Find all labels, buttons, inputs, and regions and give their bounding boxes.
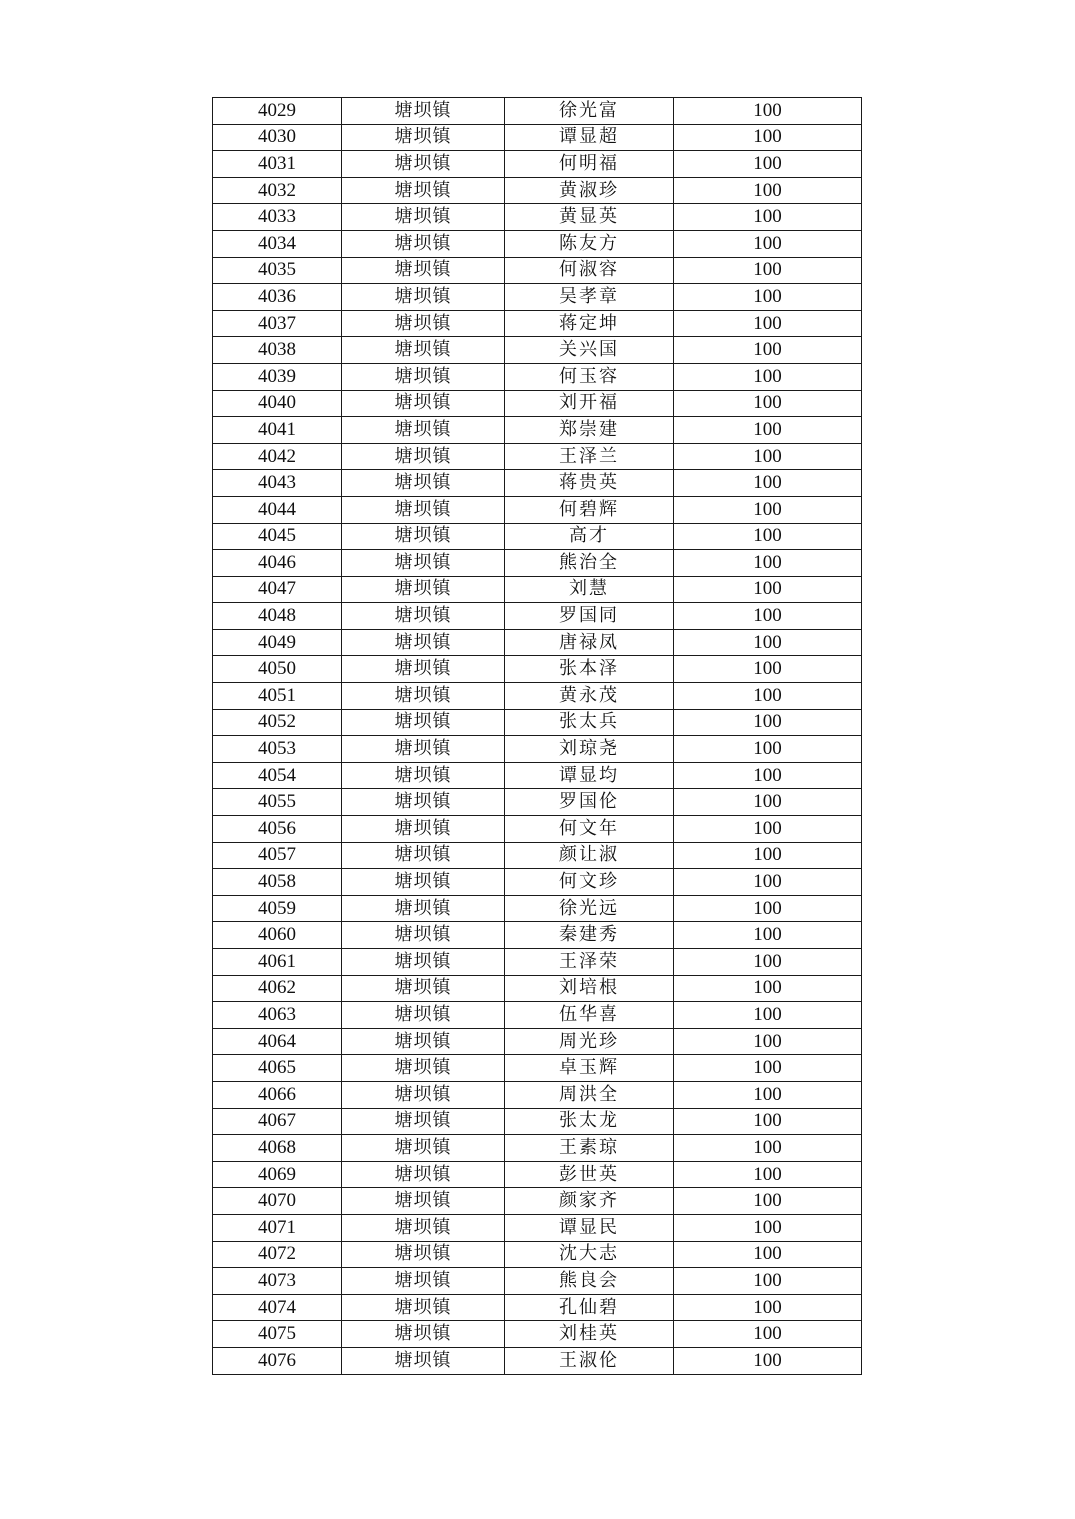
- person-name-cell: 孔仙碧: [505, 1294, 674, 1321]
- table-row: [213, 683, 862, 710]
- table-row: [213, 603, 862, 630]
- table-row: [213, 1188, 862, 1215]
- row-number-cell: 4038: [213, 337, 342, 364]
- amount-cell: 100: [674, 1135, 862, 1162]
- row-number-cell: 4065: [213, 1055, 342, 1082]
- row-number-cell: 4044: [213, 496, 342, 523]
- person-name-cell: 何文珍: [505, 869, 674, 896]
- table-row: [213, 1161, 862, 1188]
- row-number-cell: 4052: [213, 709, 342, 736]
- row-number-cell: 4039: [213, 363, 342, 390]
- person-name-cell: 刘培根: [505, 975, 674, 1002]
- person-name-cell: 罗国同: [505, 603, 674, 630]
- amount-cell: 100: [674, 523, 862, 550]
- row-number-cell: 4064: [213, 1028, 342, 1055]
- amount-cell: 100: [674, 363, 862, 390]
- table-row: [213, 949, 862, 976]
- town-cell: 塘坝镇: [342, 1268, 505, 1295]
- row-number-cell: 4074: [213, 1294, 342, 1321]
- amount-cell: 100: [674, 1268, 862, 1295]
- person-name-cell: 何文年: [505, 816, 674, 843]
- row-number-cell: 4035: [213, 257, 342, 284]
- amount-cell: 100: [674, 1347, 862, 1374]
- person-name-cell: 何碧辉: [505, 496, 674, 523]
- town-cell: 塘坝镇: [342, 284, 505, 311]
- person-name-cell: 吴孝章: [505, 284, 674, 311]
- amount-cell: 100: [674, 1294, 862, 1321]
- row-number-cell: 4066: [213, 1081, 342, 1108]
- table-row: [213, 284, 862, 311]
- amount-cell: 100: [674, 496, 862, 523]
- table-row: [213, 310, 862, 337]
- town-cell: 塘坝镇: [342, 390, 505, 417]
- row-number-cell: 4045: [213, 523, 342, 550]
- person-name-cell: 何淑容: [505, 257, 674, 284]
- person-name-cell: 张太兵: [505, 709, 674, 736]
- town-cell: 塘坝镇: [342, 523, 505, 550]
- town-cell: 塘坝镇: [342, 1294, 505, 1321]
- table-row: [213, 98, 862, 125]
- amount-cell: 100: [674, 337, 862, 364]
- amount-cell: 100: [674, 922, 862, 949]
- amount-cell: 100: [674, 1321, 862, 1348]
- row-number-cell: 4063: [213, 1002, 342, 1029]
- town-cell: 塘坝镇: [342, 496, 505, 523]
- row-number-cell: 4067: [213, 1108, 342, 1135]
- amount-cell: 100: [674, 257, 862, 284]
- row-number-cell: 4049: [213, 629, 342, 656]
- row-number-cell: 4057: [213, 842, 342, 869]
- amount-cell: 100: [674, 177, 862, 204]
- person-name-cell: 陈友方: [505, 230, 674, 257]
- person-name-cell: 熊良会: [505, 1268, 674, 1295]
- row-number-cell: 4072: [213, 1241, 342, 1268]
- amount-cell: 100: [674, 443, 862, 470]
- table-row: [213, 496, 862, 523]
- table-row: [213, 709, 862, 736]
- row-number-cell: 4041: [213, 417, 342, 444]
- row-number-cell: 4056: [213, 816, 342, 843]
- row-number-cell: 4071: [213, 1214, 342, 1241]
- table-row: [213, 1081, 862, 1108]
- table-row: [213, 736, 862, 763]
- amount-cell: 100: [674, 683, 862, 710]
- person-name-cell: 颜让淑: [505, 842, 674, 869]
- row-number-cell: 4054: [213, 762, 342, 789]
- town-cell: 塘坝镇: [342, 470, 505, 497]
- town-cell: 塘坝镇: [342, 789, 505, 816]
- roster-table-body: [213, 98, 862, 1375]
- row-number-cell: 4040: [213, 390, 342, 417]
- row-number-cell: 4069: [213, 1161, 342, 1188]
- person-name-cell: 罗国伦: [505, 789, 674, 816]
- town-cell: 塘坝镇: [342, 1161, 505, 1188]
- person-name-cell: 周光珍: [505, 1028, 674, 1055]
- amount-cell: 100: [674, 550, 862, 577]
- amount-cell: 100: [674, 1055, 862, 1082]
- town-cell: 塘坝镇: [342, 1028, 505, 1055]
- person-name-cell: 唐禄凤: [505, 629, 674, 656]
- table-row: [213, 656, 862, 683]
- table-row: [213, 1135, 862, 1162]
- town-cell: 塘坝镇: [342, 230, 505, 257]
- row-number-cell: 4046: [213, 550, 342, 577]
- person-name-cell: 高才: [505, 523, 674, 550]
- person-name-cell: 王淑伦: [505, 1347, 674, 1374]
- person-name-cell: 张太龙: [505, 1108, 674, 1135]
- row-number-cell: 4043: [213, 470, 342, 497]
- amount-cell: 100: [674, 1028, 862, 1055]
- amount-cell: 100: [674, 284, 862, 311]
- table-row: [213, 789, 862, 816]
- table-row: [213, 576, 862, 603]
- person-name-cell: 刘琼尧: [505, 736, 674, 763]
- person-name-cell: 熊治全: [505, 550, 674, 577]
- amount-cell: 100: [674, 975, 862, 1002]
- person-name-cell: 王泽荣: [505, 949, 674, 976]
- person-name-cell: 谭显民: [505, 1214, 674, 1241]
- town-cell: 塘坝镇: [342, 1188, 505, 1215]
- amount-cell: 100: [674, 1002, 862, 1029]
- town-cell: 塘坝镇: [342, 177, 505, 204]
- row-number-cell: 4029: [213, 98, 342, 125]
- table-row: [213, 257, 862, 284]
- town-cell: 塘坝镇: [342, 443, 505, 470]
- table-row: [213, 390, 862, 417]
- person-name-cell: 关兴国: [505, 337, 674, 364]
- row-number-cell: 4061: [213, 949, 342, 976]
- amount-cell: 100: [674, 1108, 862, 1135]
- row-number-cell: 4030: [213, 124, 342, 151]
- person-name-cell: 刘慧: [505, 576, 674, 603]
- row-number-cell: 4076: [213, 1347, 342, 1374]
- amount-cell: 100: [674, 230, 862, 257]
- table-row: [213, 1028, 862, 1055]
- amount-cell: 100: [674, 709, 862, 736]
- town-cell: 塘坝镇: [342, 1135, 505, 1162]
- row-number-cell: 4070: [213, 1188, 342, 1215]
- town-cell: 塘坝镇: [342, 1214, 505, 1241]
- table-row: [213, 1321, 862, 1348]
- amount-cell: 100: [674, 1214, 862, 1241]
- person-name-cell: 谭显超: [505, 124, 674, 151]
- row-number-cell: 4059: [213, 895, 342, 922]
- amount-cell: 100: [674, 470, 862, 497]
- table-row: [213, 337, 862, 364]
- row-number-cell: 4032: [213, 177, 342, 204]
- amount-cell: 100: [674, 629, 862, 656]
- table-row: [213, 443, 862, 470]
- amount-cell: 100: [674, 576, 862, 603]
- town-cell: 塘坝镇: [342, 310, 505, 337]
- person-name-cell: 沈大志: [505, 1241, 674, 1268]
- person-name-cell: 黄淑珍: [505, 177, 674, 204]
- person-name-cell: 何明福: [505, 151, 674, 178]
- table-row: [213, 762, 862, 789]
- person-name-cell: 徐光富: [505, 98, 674, 125]
- person-name-cell: 颜家齐: [505, 1188, 674, 1215]
- row-number-cell: 4031: [213, 151, 342, 178]
- town-cell: 塘坝镇: [342, 576, 505, 603]
- table-row: [213, 922, 862, 949]
- person-name-cell: 郑崇建: [505, 417, 674, 444]
- amount-cell: 100: [674, 98, 862, 125]
- town-cell: 塘坝镇: [342, 895, 505, 922]
- row-number-cell: 4033: [213, 204, 342, 231]
- amount-cell: 100: [674, 842, 862, 869]
- person-name-cell: 彭世英: [505, 1161, 674, 1188]
- row-number-cell: 4037: [213, 310, 342, 337]
- row-number-cell: 4042: [213, 443, 342, 470]
- amount-cell: 100: [674, 736, 862, 763]
- person-name-cell: 谭显均: [505, 762, 674, 789]
- person-name-cell: 卓玉辉: [505, 1055, 674, 1082]
- person-name-cell: 蒋贵英: [505, 470, 674, 497]
- person-name-cell: 刘开福: [505, 390, 674, 417]
- row-number-cell: 4034: [213, 230, 342, 257]
- amount-cell: 100: [674, 949, 862, 976]
- town-cell: 塘坝镇: [342, 1347, 505, 1374]
- table-row: [213, 124, 862, 151]
- amount-cell: 100: [674, 151, 862, 178]
- row-number-cell: 4062: [213, 975, 342, 1002]
- table-row: [213, 842, 862, 869]
- town-cell: 塘坝镇: [342, 1241, 505, 1268]
- table-row: [213, 975, 862, 1002]
- table-row: [213, 1055, 862, 1082]
- person-name-cell: 刘桂英: [505, 1321, 674, 1348]
- town-cell: 塘坝镇: [342, 1081, 505, 1108]
- amount-cell: 100: [674, 789, 862, 816]
- table-row: [213, 151, 862, 178]
- town-cell: 塘坝镇: [342, 204, 505, 231]
- row-number-cell: 4058: [213, 869, 342, 896]
- table-row: [213, 230, 862, 257]
- table-row: [213, 1268, 862, 1295]
- row-number-cell: 4051: [213, 683, 342, 710]
- town-cell: 塘坝镇: [342, 363, 505, 390]
- table-row: [213, 1108, 862, 1135]
- table-row: [213, 1294, 862, 1321]
- person-name-cell: 王泽兰: [505, 443, 674, 470]
- town-cell: 塘坝镇: [342, 869, 505, 896]
- amount-cell: 100: [674, 869, 862, 896]
- person-name-cell: 伍华喜: [505, 1002, 674, 1029]
- amount-cell: 100: [674, 310, 862, 337]
- amount-cell: 100: [674, 1241, 862, 1268]
- town-cell: 塘坝镇: [342, 629, 505, 656]
- row-number-cell: 4068: [213, 1135, 342, 1162]
- person-name-cell: 徐光远: [505, 895, 674, 922]
- table-row: [213, 895, 862, 922]
- amount-cell: 100: [674, 1161, 862, 1188]
- person-name-cell: 周洪全: [505, 1081, 674, 1108]
- row-number-cell: 4053: [213, 736, 342, 763]
- table-row: [213, 523, 862, 550]
- table-row: [213, 417, 862, 444]
- person-name-cell: 黄永茂: [505, 683, 674, 710]
- amount-cell: 100: [674, 1081, 862, 1108]
- row-number-cell: 4036: [213, 284, 342, 311]
- amount-cell: 100: [674, 124, 862, 151]
- row-number-cell: 4073: [213, 1268, 342, 1295]
- person-name-cell: 蒋定坤: [505, 310, 674, 337]
- person-name-cell: 王素琼: [505, 1135, 674, 1162]
- person-name-cell: 张本泽: [505, 656, 674, 683]
- row-number-cell: 4075: [213, 1321, 342, 1348]
- row-number-cell: 4048: [213, 603, 342, 630]
- town-cell: 塘坝镇: [342, 736, 505, 763]
- person-name-cell: 秦建秀: [505, 922, 674, 949]
- amount-cell: 100: [674, 816, 862, 843]
- person-name-cell: 何玉容: [505, 363, 674, 390]
- amount-cell: 100: [674, 417, 862, 444]
- town-cell: 塘坝镇: [342, 762, 505, 789]
- town-cell: 塘坝镇: [342, 124, 505, 151]
- town-cell: 塘坝镇: [342, 1002, 505, 1029]
- table-row: [213, 204, 862, 231]
- amount-cell: 100: [674, 656, 862, 683]
- town-cell: 塘坝镇: [342, 1055, 505, 1082]
- table-row: [213, 1241, 862, 1268]
- amount-cell: 100: [674, 603, 862, 630]
- town-cell: 塘坝镇: [342, 417, 505, 444]
- town-cell: 塘坝镇: [342, 816, 505, 843]
- town-cell: 塘坝镇: [342, 975, 505, 1002]
- table-row: [213, 629, 862, 656]
- town-cell: 塘坝镇: [342, 842, 505, 869]
- table-row: [213, 816, 862, 843]
- roster-table: [212, 97, 862, 1375]
- town-cell: 塘坝镇: [342, 1321, 505, 1348]
- table-row: [213, 470, 862, 497]
- town-cell: 塘坝镇: [342, 603, 505, 630]
- amount-cell: 100: [674, 204, 862, 231]
- table-row: [213, 1002, 862, 1029]
- town-cell: 塘坝镇: [342, 683, 505, 710]
- town-cell: 塘坝镇: [342, 151, 505, 178]
- row-number-cell: 4055: [213, 789, 342, 816]
- amount-cell: 100: [674, 762, 862, 789]
- table-row: [213, 1347, 862, 1374]
- row-number-cell: 4047: [213, 576, 342, 603]
- table-row: [213, 869, 862, 896]
- town-cell: 塘坝镇: [342, 550, 505, 577]
- town-cell: 塘坝镇: [342, 709, 505, 736]
- table-row: [213, 177, 862, 204]
- amount-cell: 100: [674, 895, 862, 922]
- table-row: [213, 550, 862, 577]
- town-cell: 塘坝镇: [342, 656, 505, 683]
- town-cell: 塘坝镇: [342, 257, 505, 284]
- person-name-cell: 黄显英: [505, 204, 674, 231]
- town-cell: 塘坝镇: [342, 922, 505, 949]
- table-row: [213, 363, 862, 390]
- town-cell: 塘坝镇: [342, 1108, 505, 1135]
- town-cell: 塘坝镇: [342, 98, 505, 125]
- row-number-cell: 4060: [213, 922, 342, 949]
- row-number-cell: 4050: [213, 656, 342, 683]
- amount-cell: 100: [674, 390, 862, 417]
- amount-cell: 100: [674, 1188, 862, 1215]
- town-cell: 塘坝镇: [342, 949, 505, 976]
- town-cell: 塘坝镇: [342, 337, 505, 364]
- table-row: [213, 1214, 862, 1241]
